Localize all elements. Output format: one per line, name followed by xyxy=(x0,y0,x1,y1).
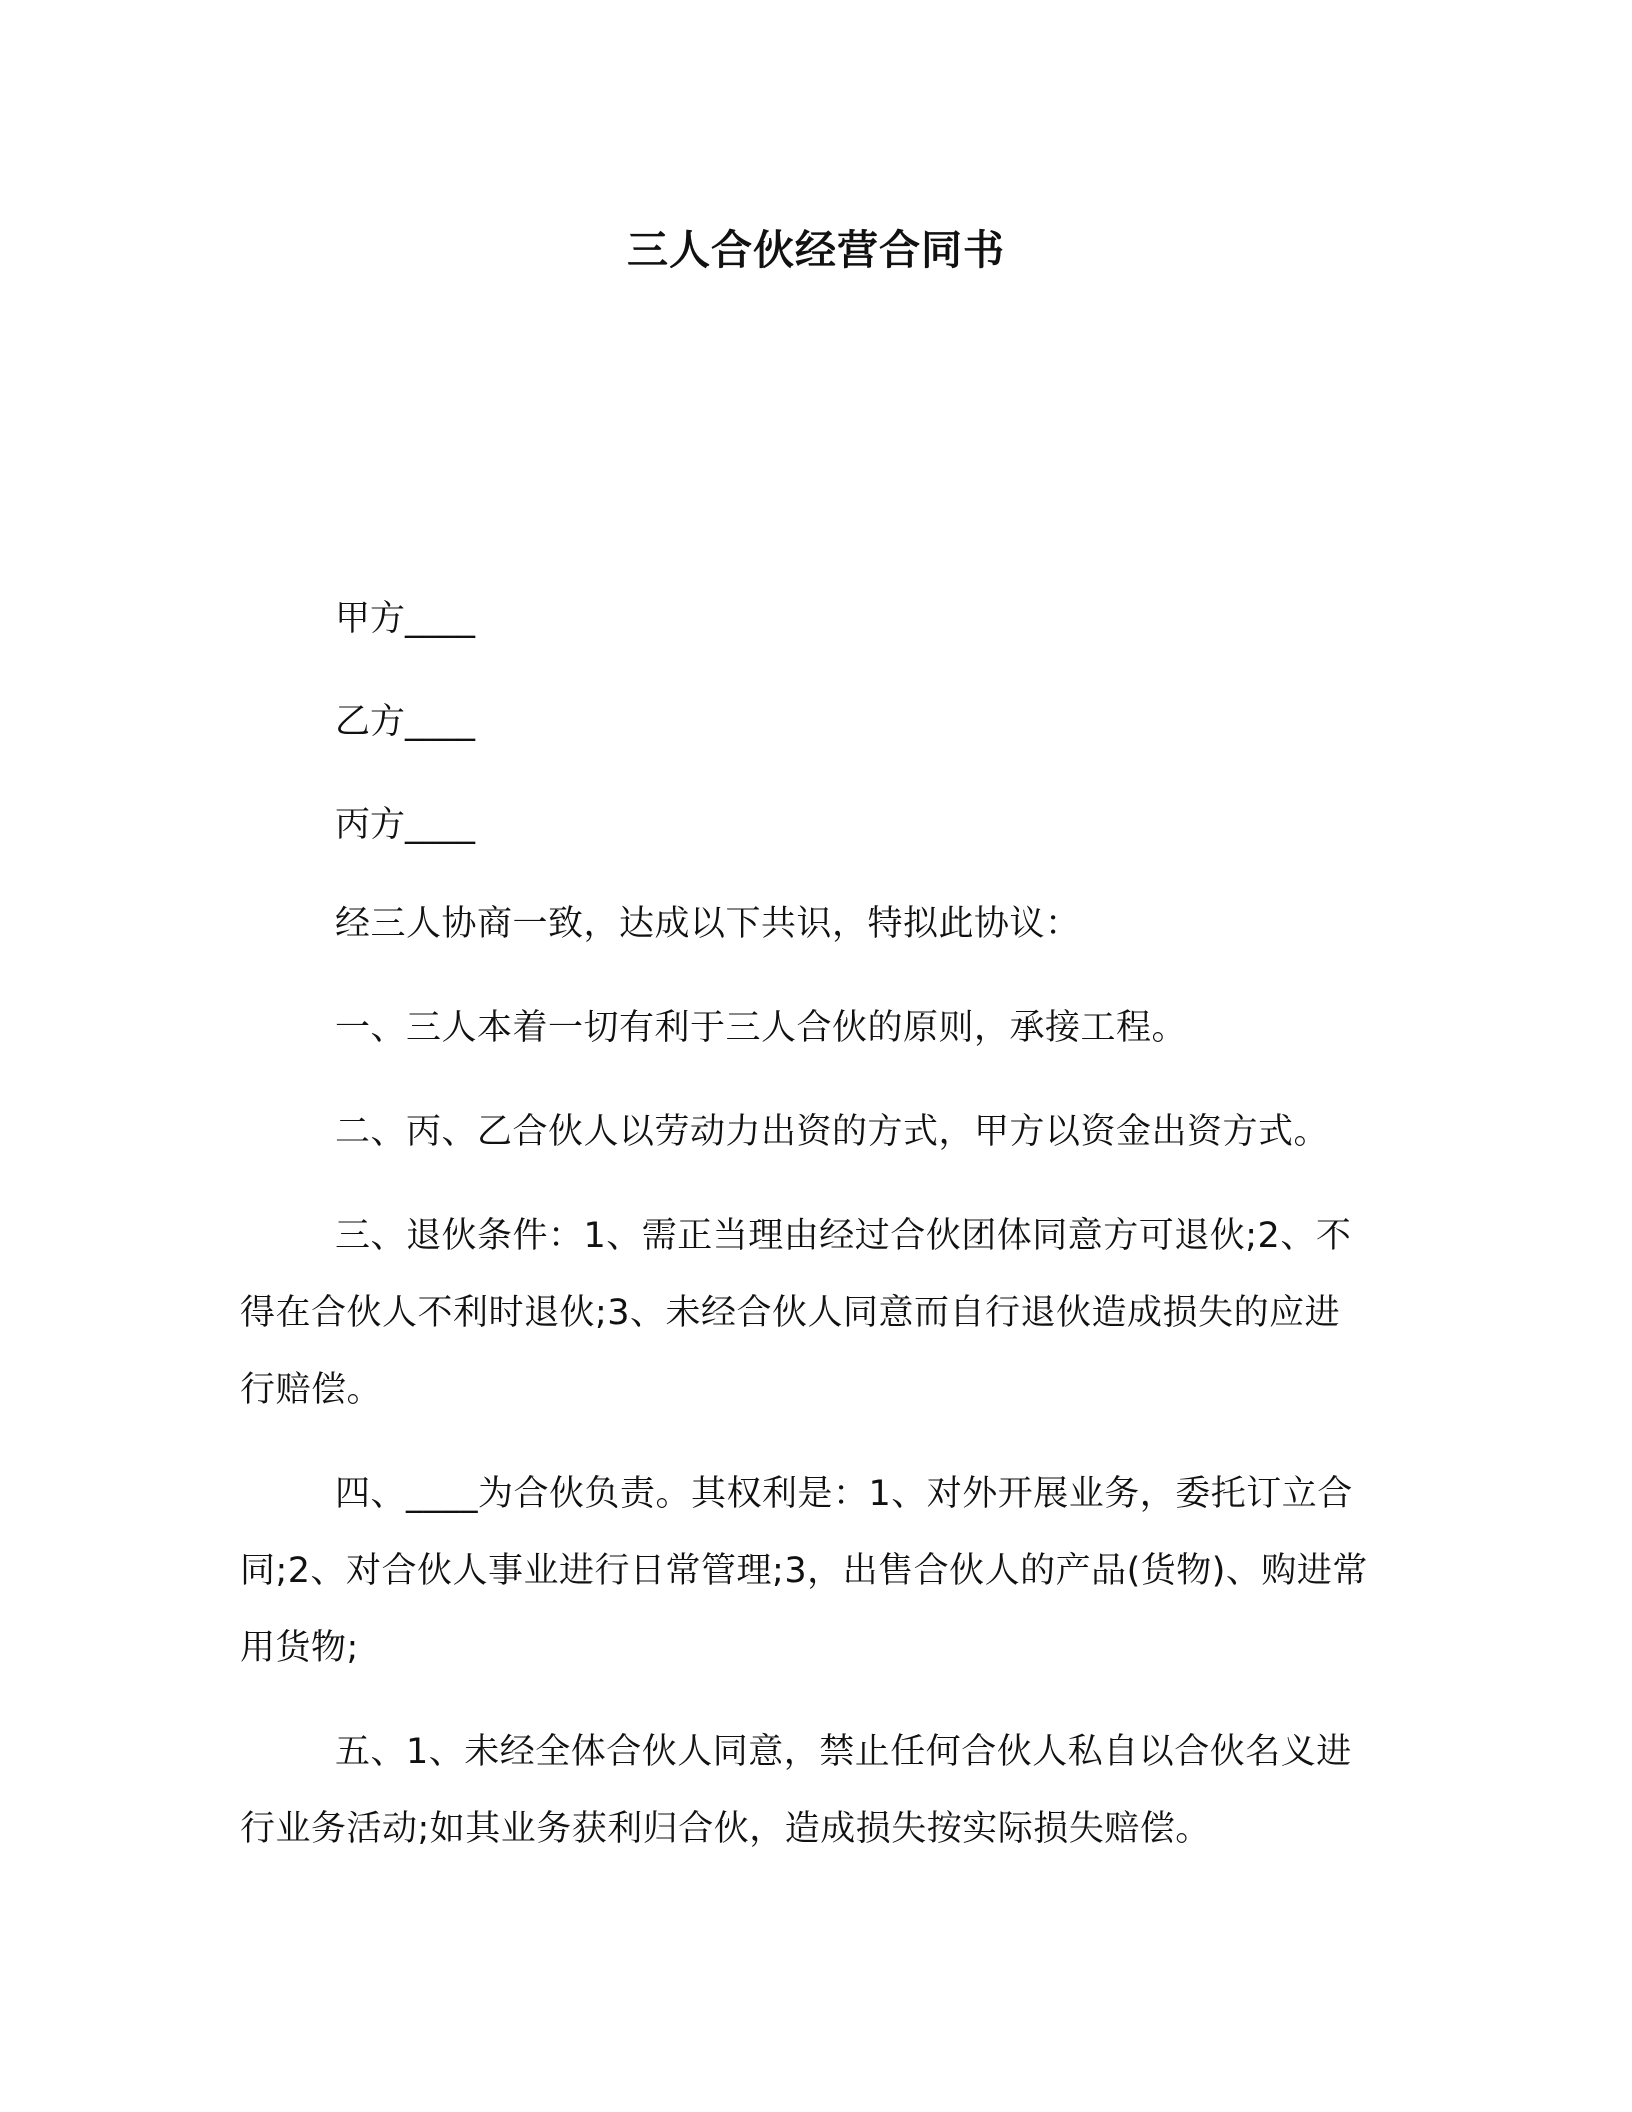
party-c-line: 丙方____ xyxy=(335,805,476,845)
party-a-line: 甲方____ xyxy=(335,599,476,639)
clause-1-paragraph: 一、三人本着一切有利于三人合伙的原则，承接工程。 xyxy=(335,1008,1188,1048)
intro-paragraph: 经三人协商一致，达成以下共识，特拟此协议： xyxy=(335,904,1081,944)
document-title: 三人合伙经营合同书 xyxy=(627,226,1005,274)
clause-2-paragraph: 二、丙、乙合伙人以劳动力出资的方式，甲方以资金出资方式。 xyxy=(335,1112,1330,1152)
party-b-line: 乙方____ xyxy=(335,702,476,742)
clause-4-paragraph: 四、____为合伙负责。其权利是：1、对外开展业务，委托订立合同;2、对合伙人事业进行日常管理;3，出售合伙人的产品(货物)、购进常用货物; xyxy=(240,1474,1368,1668)
clause-5-paragraph: 五、1、未经全体合伙人同意，禁止任何合伙人私自以合伙名义进行业务活动;如其业务获利归合伙，造成损失按实际损失赔偿。 xyxy=(240,1732,1352,1849)
clause-3-paragraph: 三、退伙条件：1、需正当理由经过合伙团体同意方可退伙;2、不得在合伙人不利时退伙;3、未经合伙人同意而自行退伙造成损失的应进行赔偿。 xyxy=(240,1216,1352,1410)
